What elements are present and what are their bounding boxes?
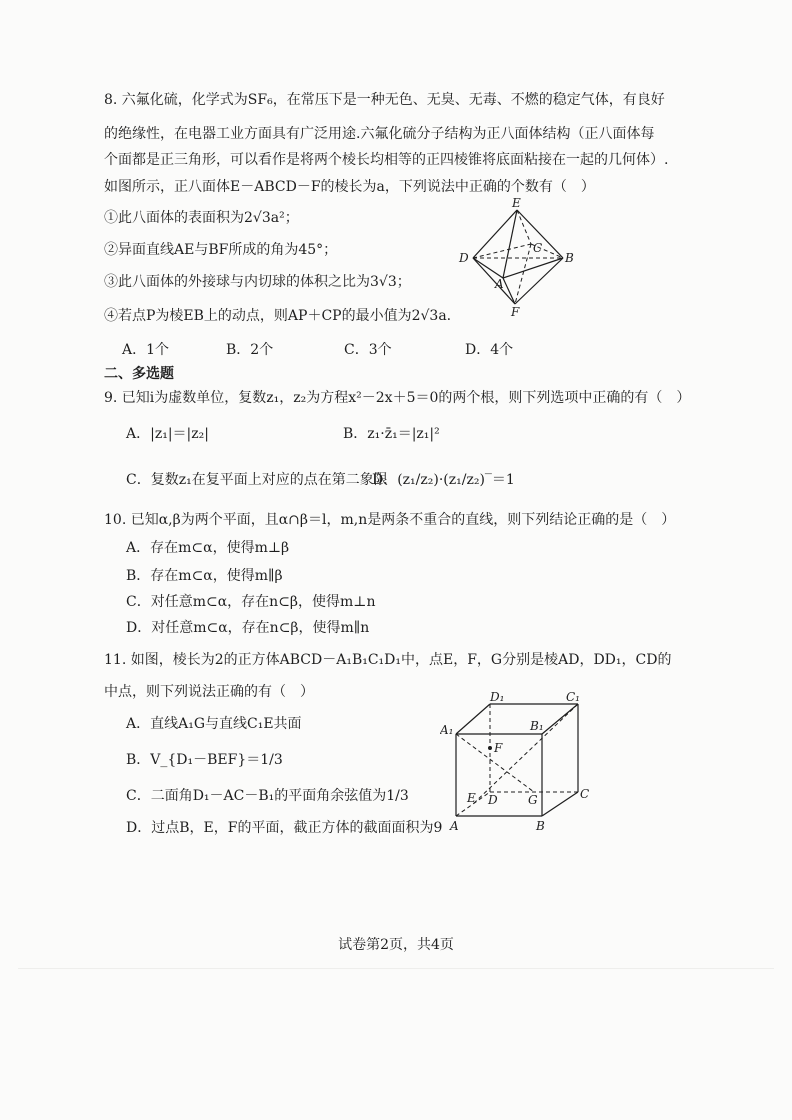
q11-line-2: 中点，则下列说法正确的有（ ） (104, 684, 314, 700)
label-g: G (528, 793, 538, 807)
q9-option-b: B．z₁·z̄₁＝|z₁|² (343, 426, 440, 442)
label-a1: A₁ (440, 723, 454, 737)
q10-option-d: D．对任意m⊂α，存在n⊂β，使得m∥n (126, 620, 370, 636)
q11-line-1: 11. 如图，棱长为2的正方体ABCD－A₁B₁C₁D₁中，点E，F，G分别是棱AD，DD₁，CD的 (104, 652, 672, 668)
label-d: D (459, 251, 469, 265)
q8-line-4: 如图所示，正八面体E－ABCD－F的棱长为a，下列说法中正确的个数有（ ） (104, 179, 595, 195)
cube-figure (440, 690, 600, 836)
q8-statement-1: ①此八面体的表面积为2√3a²； (104, 210, 299, 226)
q8-line-2: 的绝缘性，在电器工业方面具有广泛用途.六氟化硫分子结构为正八面体结构（正八面体每 (104, 126, 655, 142)
q11-option-a: A．直线A₁G与直线C₁E共面 (126, 716, 302, 732)
q9-option-a: A．|z₁|＝|z₂| (126, 426, 209, 442)
q8-option-b: B．2个 (226, 342, 274, 358)
q9-option-c: C．复数z₁在复平面上对应的点在第二象限 (126, 472, 388, 488)
q8-option-c: C．3个 (344, 342, 392, 358)
q11-option-c: C．二面角D₁－AC－B₁的平面角余弦值为1/3 (126, 788, 409, 804)
label-b1: B₁ (530, 719, 544, 733)
label-c: C (533, 241, 543, 255)
q8-statement-2: ②异面直线AE与BF所成的角为45°； (104, 242, 338, 258)
q10-stem: 10. 已知α,β为两个平面，且α∩β＝l，m,n是两条不重合的直线，则下列结论正确的是（ ） (104, 512, 676, 528)
label-c1: C₁ (566, 690, 580, 704)
point-f-marker (488, 746, 492, 750)
q9-stem: 9. 已知i为虚数单位，复数z₁，z₂为方程x²－2x＋5＝0的两个根，则下列选项中正确的有（ ） (104, 390, 691, 406)
q8-option-a: A．1个 (122, 342, 170, 358)
q8-line-1: 8. 六氟化硫，化学式为SF₆，在常压下是一种无色、无臭、无毒、不燃的稳定气体，有良好 (104, 92, 665, 108)
q8-option-d: D．4个 (465, 342, 514, 358)
q8-statement-4: ④若点P为棱EB上的动点，则AP＋CP的最小值为2√3a. (104, 308, 452, 324)
q8-line-3: 个面都是正三角形，可以看作是将两个棱长均相等的正四棱锥将底面粘接在一起的几何体）. (104, 152, 669, 168)
page-footer: 试卷第2页，共4页 (338, 937, 454, 953)
octahedron-figure (455, 196, 585, 320)
label-d: D (488, 793, 498, 807)
label-d1: D₁ (490, 690, 505, 704)
section-header-multiple-choice: 二、多选题 (104, 366, 174, 382)
page-edge-divider (18, 968, 774, 969)
q11-option-b: B．V_{D₁－BEF}＝1/3 (126, 752, 283, 768)
label-e: E (512, 196, 521, 210)
q9-option-d: D．(z₁/z₂)·(z₁/z₂)‾＝1 (372, 472, 515, 488)
q8-statement-3: ③此八面体的外接球与内切球的体积之比为3√3； (104, 274, 411, 290)
label-a: A (450, 819, 459, 833)
q11-option-d: D．过点B，E，F的平面，截正方体的截面面积为9 (126, 820, 443, 836)
q10-option-c: C．对任意m⊂α，存在n⊂β，使得m⊥n (126, 594, 376, 610)
label-e: E (467, 791, 476, 805)
q10-option-a: A．存在m⊂α，使得m⊥β (126, 540, 290, 556)
label-a: A (495, 277, 504, 291)
label-c: C (580, 787, 590, 801)
label-b: B (536, 819, 545, 833)
label-f: F (511, 305, 520, 319)
label-b: B (565, 251, 574, 265)
q10-option-b: B．存在m⊂α，使得m∥β (126, 568, 283, 584)
label-f: F (494, 741, 503, 755)
